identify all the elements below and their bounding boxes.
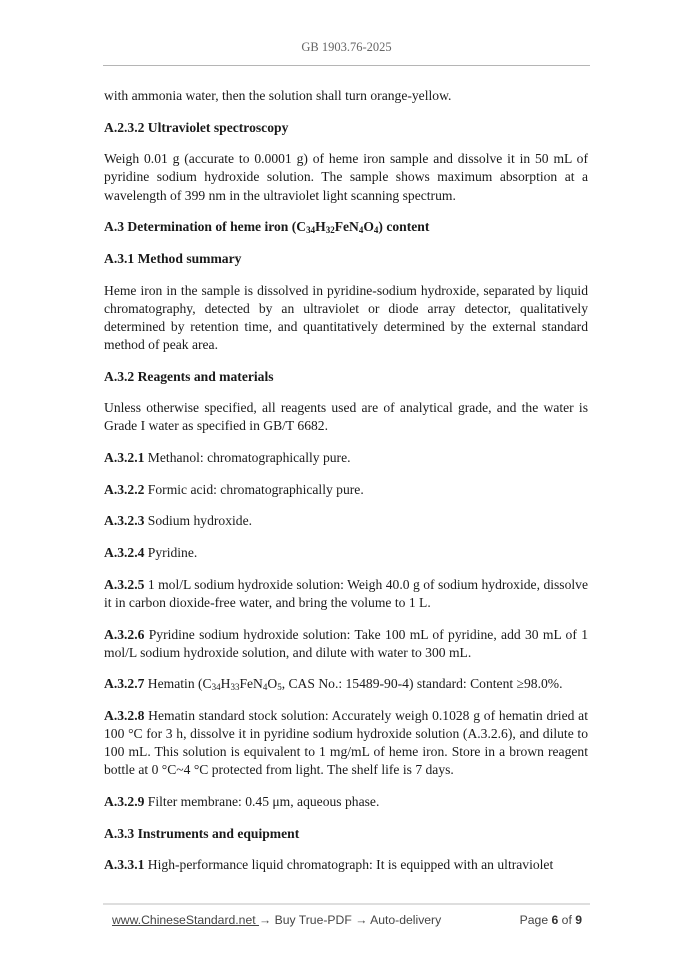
heading-a3-text: FeN [334, 219, 359, 235]
item-a326 [104, 626, 588, 662]
item-a321 [104, 449, 588, 467]
heading-a32: A.3.2 Reagents and materials [104, 368, 274, 384]
paragraph-a31: Heme iron in the sample is dissolved in pyridine-sodium hydroxide, separated by liquid chromatography, detected by an ultraviolet or diode array detector, qualitatively determined by retention time, and quantitatively determined by the external standard method of peak area. [104, 282, 588, 352]
heading-a3-text: A.3 Determination of heme iron (C [104, 219, 307, 235]
item-number: A.3.2.3 [104, 513, 145, 529]
subscript: 34 [211, 682, 221, 693]
item-number: A.3.2.4 [104, 545, 145, 561]
item-text: H [220, 676, 231, 692]
page-label: Page [519, 913, 552, 927]
item-text: Sodium hydroxide. [144, 513, 253, 529]
item-number: A.3.2.9 [104, 794, 145, 810]
item-text: Hematin standard stock solution: Accurately weigh 0.1028 g of hematin dried at 100 °C for 3 h, dissolve it in pyridine sodium hydroxide solution (A.3.2.6), and dilute to 100 mL. This solution is equivalent to 1 mg/mL of heme iron. Store in a brown reagent bottle at 0 °C~4 °C protected from light. The shelf life is 7 days. [104, 708, 588, 778]
item-text: O [267, 676, 278, 692]
footer-divider [103, 903, 590, 905]
item-a329 [104, 793, 588, 811]
item-number: A.3.2.1 [104, 450, 145, 466]
subscript: 4 [358, 225, 364, 236]
heading-a3-text: O [363, 219, 374, 235]
item-a324 [104, 544, 588, 562]
heading-a33: A.3.3 Instruments and equipment [104, 825, 300, 841]
paragraph-a232: Weigh 0.01 g (accurate to 0.0001 g) of heme iron sample and dissolve it in 50 mL of pyridine sodium hydroxide solution. The sample shows maximum absorption at a wavelength of 399 nm in the ultraviolet light scanning spectrum. [104, 151, 588, 203]
page-total: 9 [575, 913, 582, 927]
document-body [104, 87, 588, 888]
buy-pdf-text: Buy True-PDF [271, 913, 356, 927]
item-text: , CAS No.: 15489-90-4) standard: Content ≥98.0%. [281, 676, 563, 692]
item-text: Formic acid: chromatographically pure. [144, 481, 364, 497]
item-number: A.3.3.1 [104, 857, 145, 873]
heading-a3-text: H [315, 219, 326, 235]
subscript: 33 [230, 682, 240, 693]
heading-a31: A.3.1 Method summary [104, 250, 242, 266]
of-label: of [558, 913, 576, 927]
item-text: Filter membrane: 0.45 μm, aqueous phase. [144, 794, 380, 810]
subscript: 32 [325, 225, 335, 236]
item-number: A.3.2.8 [104, 708, 145, 724]
paragraph-continuation: with ammonia water, then the solution shall turn orange-yellow. [104, 88, 452, 103]
item-text: Pyridine. [144, 545, 198, 561]
item-number: A.3.2.6 [104, 626, 145, 642]
subscript: 34 [306, 225, 316, 236]
paragraph-a32: Unless otherwise specified, all reagents used are of analytical grade, and the water is Grade I water as specified in GB/T 6682. [104, 400, 588, 434]
arrow-right-icon: → [259, 913, 272, 927]
item-text: High-performance liquid chromatograph: It is equipped with an ultraviolet [144, 857, 554, 873]
item-number: A.3.2.5 [104, 576, 145, 592]
item-text: Methanol: chromatographically pure. [144, 450, 351, 466]
subscript: 5 [277, 682, 282, 693]
item-text: FeN [239, 676, 263, 692]
page-current: 6 [551, 913, 559, 927]
heading-a232: A.2.3.2 Ultraviolet spectroscopy [104, 119, 289, 135]
item-a322 [104, 481, 588, 499]
subscript: 4 [373, 225, 379, 236]
item-a331 [104, 856, 588, 874]
item-text: Pyridine sodium hydroxide solution: Take 100 mL of pyridine, add 30 mL of 1 mol/L sodium hydroxide solution, and dilute with water to 300 mL. [104, 626, 588, 660]
item-a327 [104, 675, 588, 693]
item-number: A.3.2.7 [104, 676, 145, 692]
footer-promo [112, 913, 441, 927]
heading-a3 [104, 218, 588, 236]
website-link[interactable]: www.ChineseStandard.net [112, 913, 260, 927]
item-text: Hematin (C [144, 676, 212, 692]
page-indicator [520, 913, 582, 927]
page-header-title: GB 1903.76-2025 [301, 40, 392, 54]
item-a323 [104, 512, 588, 530]
subscript: 4 [262, 682, 268, 693]
header-divider [103, 65, 590, 66]
auto-delivery-text: Auto-delivery [367, 913, 442, 927]
arrow-right-icon: → [355, 913, 368, 927]
item-a328 [104, 707, 588, 779]
heading-a3-text: ) content [378, 219, 430, 235]
item-a325 [104, 576, 588, 612]
item-number: A.3.2.2 [104, 481, 145, 497]
item-text: 1 mol/L sodium hydroxide solution: Weigh 40.0 g of sodium hydroxide, dissolve it in carbon dioxide-free water, and bring the volume to 1 L. [104, 576, 588, 610]
